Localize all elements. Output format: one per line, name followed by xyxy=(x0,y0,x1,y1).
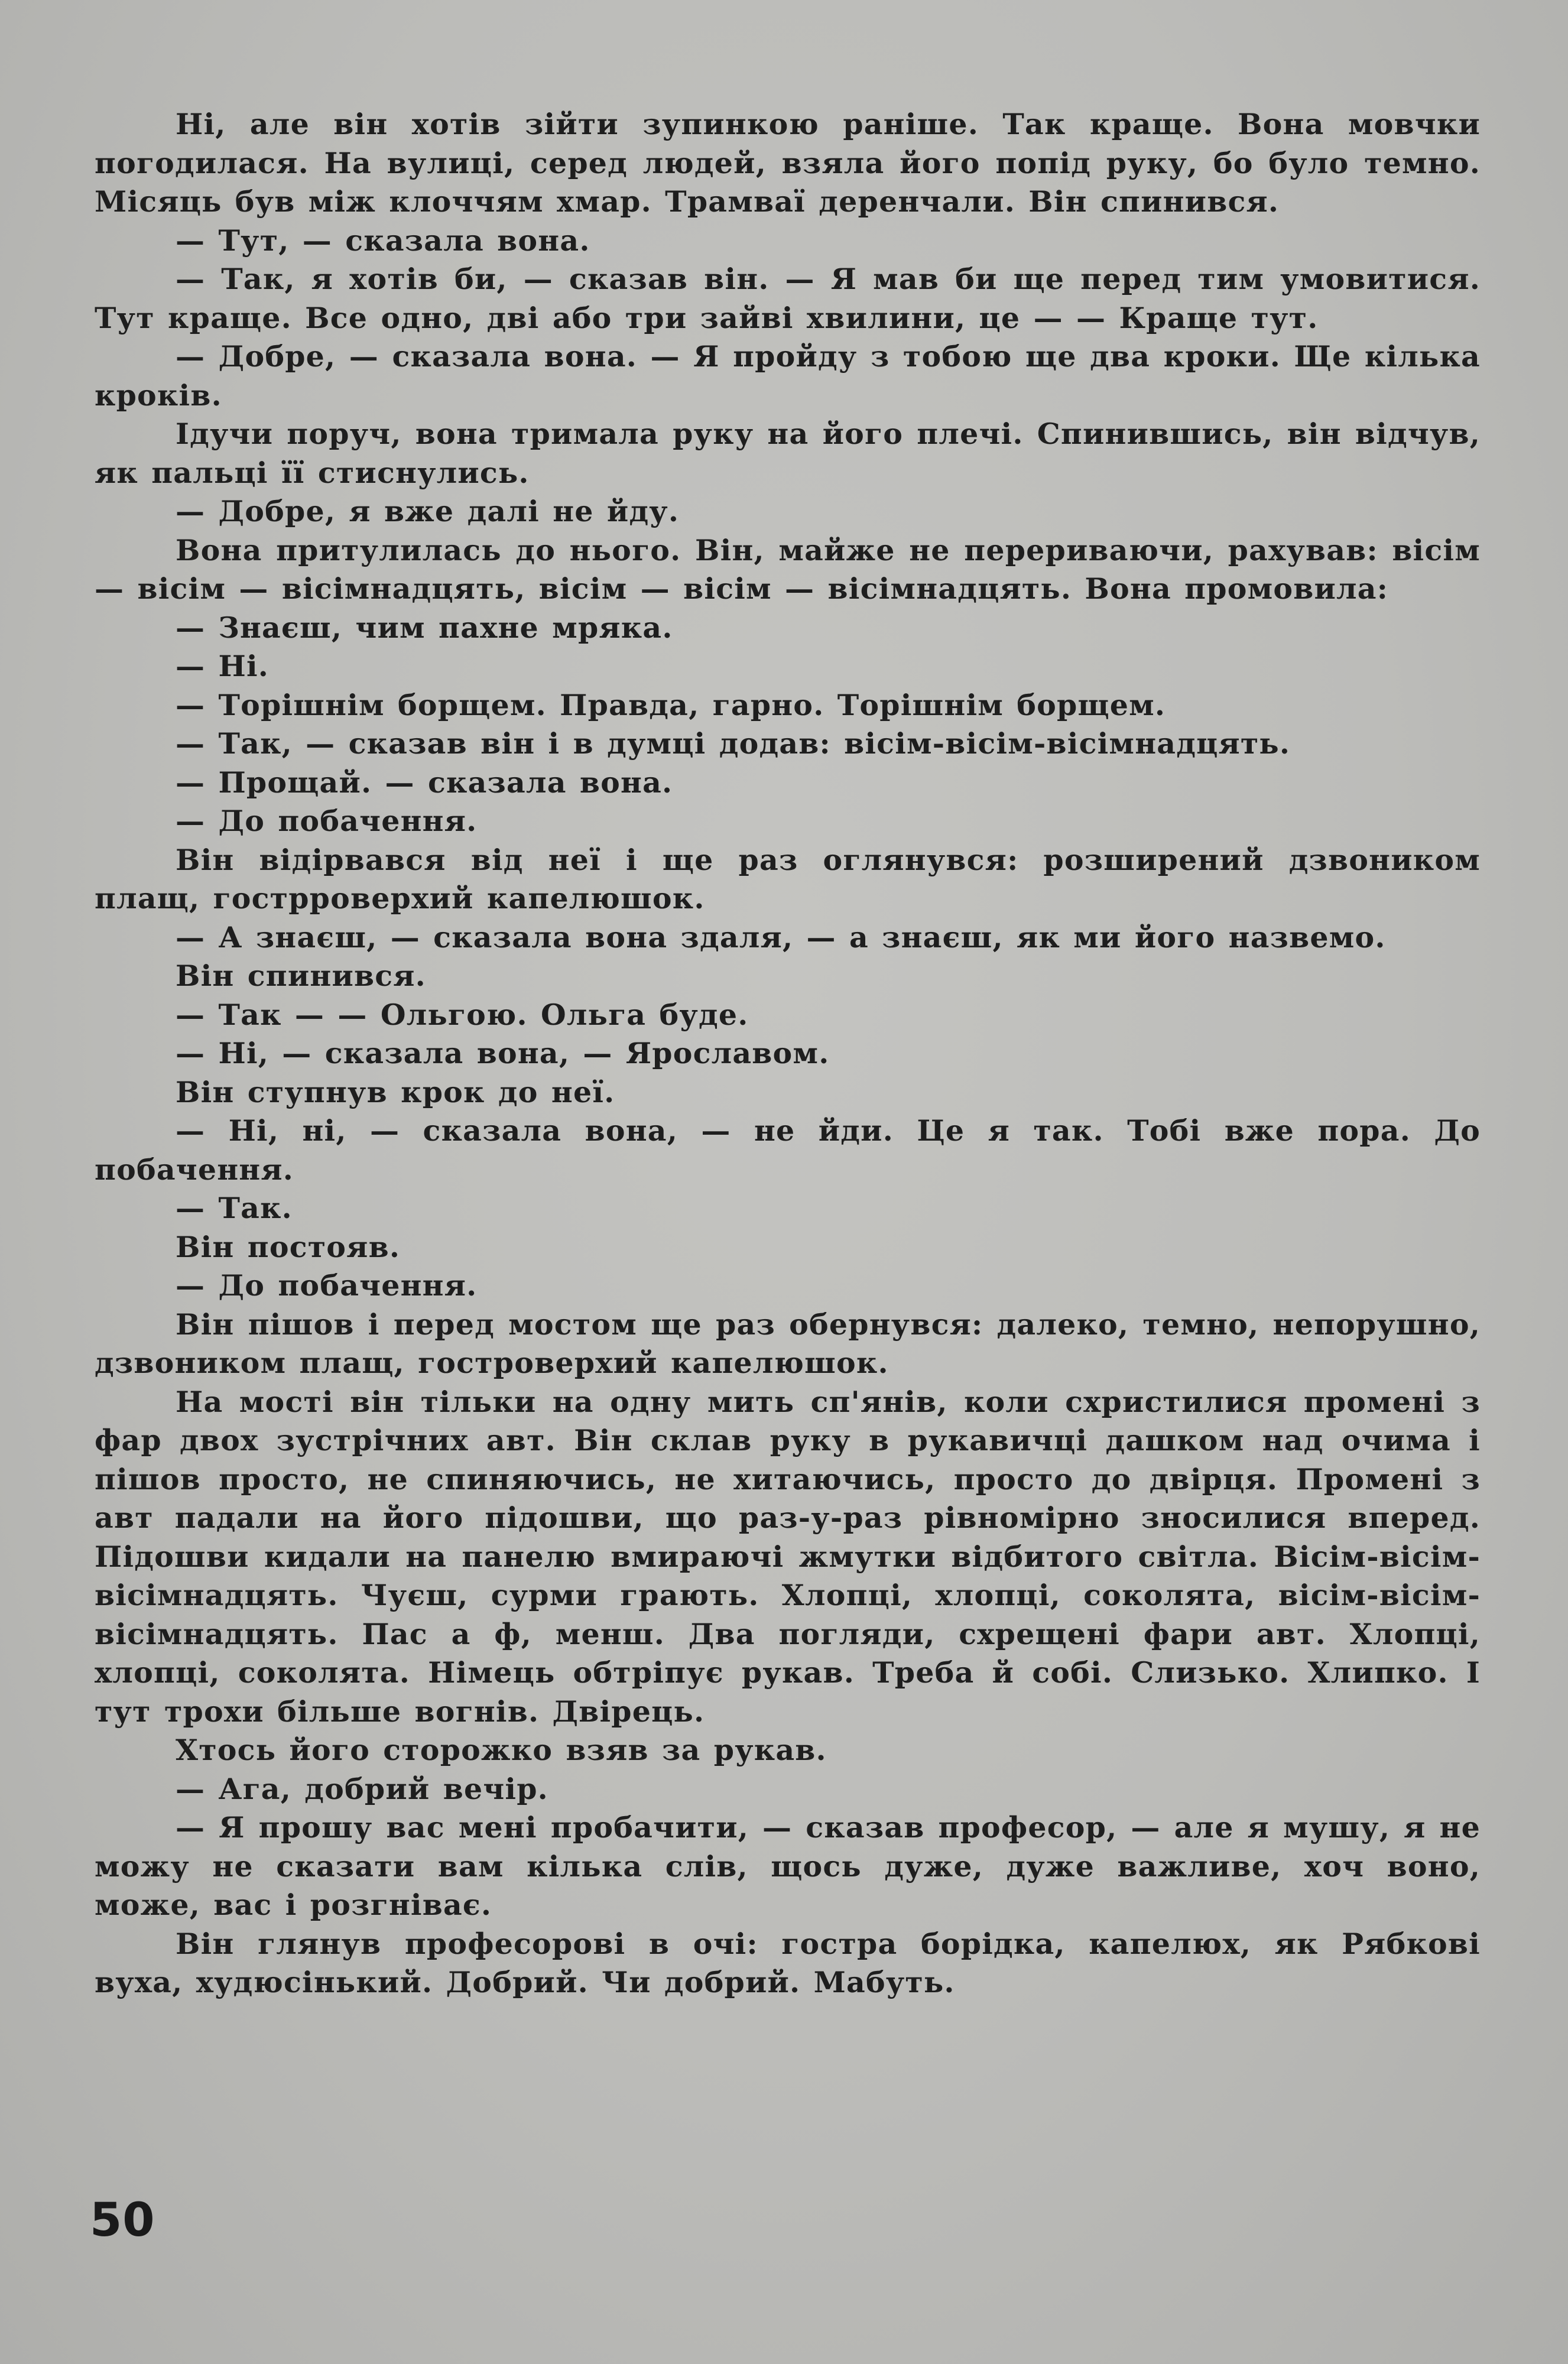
paragraph: Він відірвався від неї і ще раз оглянувся: розширений дзвоником плащ, гострроверхий капелюшок. xyxy=(95,842,1481,915)
paragraph: — Ні. xyxy=(176,649,270,683)
paragraph: — Прощай. — сказала вона. xyxy=(176,765,673,800)
paragraph: — Ні, ні, — сказала вона, — не йди. Це я так. Тобі вже пора. До побачення. xyxy=(95,1113,1481,1187)
paragraph: — А знаєш, — сказала вона здаля, — а знаєш, як ми його назвемо. xyxy=(176,920,1386,954)
page-number: 50 xyxy=(90,2194,155,2247)
paragraph: — Так. xyxy=(176,1191,293,1225)
paragraph: — Знаєш, чим пахне мряка. xyxy=(176,610,673,645)
paragraph: Він спинився. xyxy=(176,959,426,993)
paragraph: На мості він тільки на одну мить сп'янів, коли схристилися промені з фар двох зустрічних авт. Він склав руку в рукавичці дашком над очима і пішов просто, не спиняючись, не хитаючись, просто до двірця. Промені з авт падали на його підошви, що раз-у-раз рівномірно зносилися вперед. Підошви кидали на панелю вмираючі жмутки відбитого світла. Вісім-вісім-вісімнадцять. Чуєш, сурми грають. Хлопці, хлопці, соколята, вісім-вісім-вісімнадцять. Пас а ф, менш. Два погляди, схрещені фари авт. Хлопці, хлопці, соколята. Німець обтріпує рукав. Треба й собі. Слизько. Хлипко. І тут трохи більше вогнів. Двірець. xyxy=(95,1384,1481,1729)
paragraph: — Добре, я вже далі не йду. xyxy=(176,494,680,528)
paragraph: Ідучи поруч, вона тримала руку на його плечі. Спинившись, він відчув, як пальці її стиснулись. xyxy=(95,417,1481,490)
paragraph: — Торішнім борщем. Правда, гарно. Торішнім борщем. xyxy=(176,687,1166,722)
paragraph: — Так, я хотів би, — сказав він. — Я мав би ще перед тим умовитися. Тут краще. Все одно, дві або три зайві хвилини, це — — Краще тут. xyxy=(95,262,1481,335)
paragraph: — Ага, добрий вечір. xyxy=(176,1771,548,1806)
paragraph: Хтось його сторожко взяв за рукав. xyxy=(176,1733,827,1767)
paragraph: Він глянув професорові в очі: гостра борідка, капелюх, як Рябкові вуха, худюсінький. Добрий. Чи добрий. Мабуть. xyxy=(95,1926,1481,1999)
paragraph: — Так, — сказав він і в думці додав: вісім-вісім-вісімнадцять. xyxy=(176,726,1291,761)
paragraph: — Так — — Ольгою. Ольга буде. xyxy=(176,997,749,1032)
paragraph: Вона притулилась до нього. Він, майже не перериваючи, рахував: вісім — вісім — вісімнадцять, вісім — вісім — вісімнадцять. Вона промовила: xyxy=(95,532,1481,606)
paragraph: Він постояв. xyxy=(176,1229,401,1264)
paragraph: — Я прошу вас мені пробачити, — сказав професор, — але я мушу, я не можу не сказати вам кілька слів, щось дуже, дуже важливе, хоч воно, може, вас і розгніває. xyxy=(95,1810,1481,1922)
paragraph: Він ступнув крок до неї. xyxy=(176,1074,615,1109)
paragraph: Ні, але він хотів зійти зупинкою раніше. Так краще. Вона мовчки погодилася. На вулиці, серед людей, взяла його попід руку, бо було темно. Місяць був між клоччям хмар. Трамваї деренчали. Він спинився. xyxy=(95,107,1481,219)
paragraph: — Тут, — сказала вона. xyxy=(176,223,590,258)
paragraph: Він пішов і перед мостом ще раз обернувся: далеко, темно, непорушно, дзвоником плащ, гостроверхий капелюшок. xyxy=(95,1307,1481,1380)
paragraph: — Добре, — сказала вона. — Я пройду з тобою ще два кроки. Ще кілька кроків. xyxy=(95,339,1481,413)
paragraph: — До побачення. xyxy=(176,804,478,838)
paragraph: — Ні, — сказала вона, — Ярославом. xyxy=(176,1036,830,1070)
paragraph: — До побачення. xyxy=(176,1268,478,1303)
body-text xyxy=(95,105,1481,2002)
